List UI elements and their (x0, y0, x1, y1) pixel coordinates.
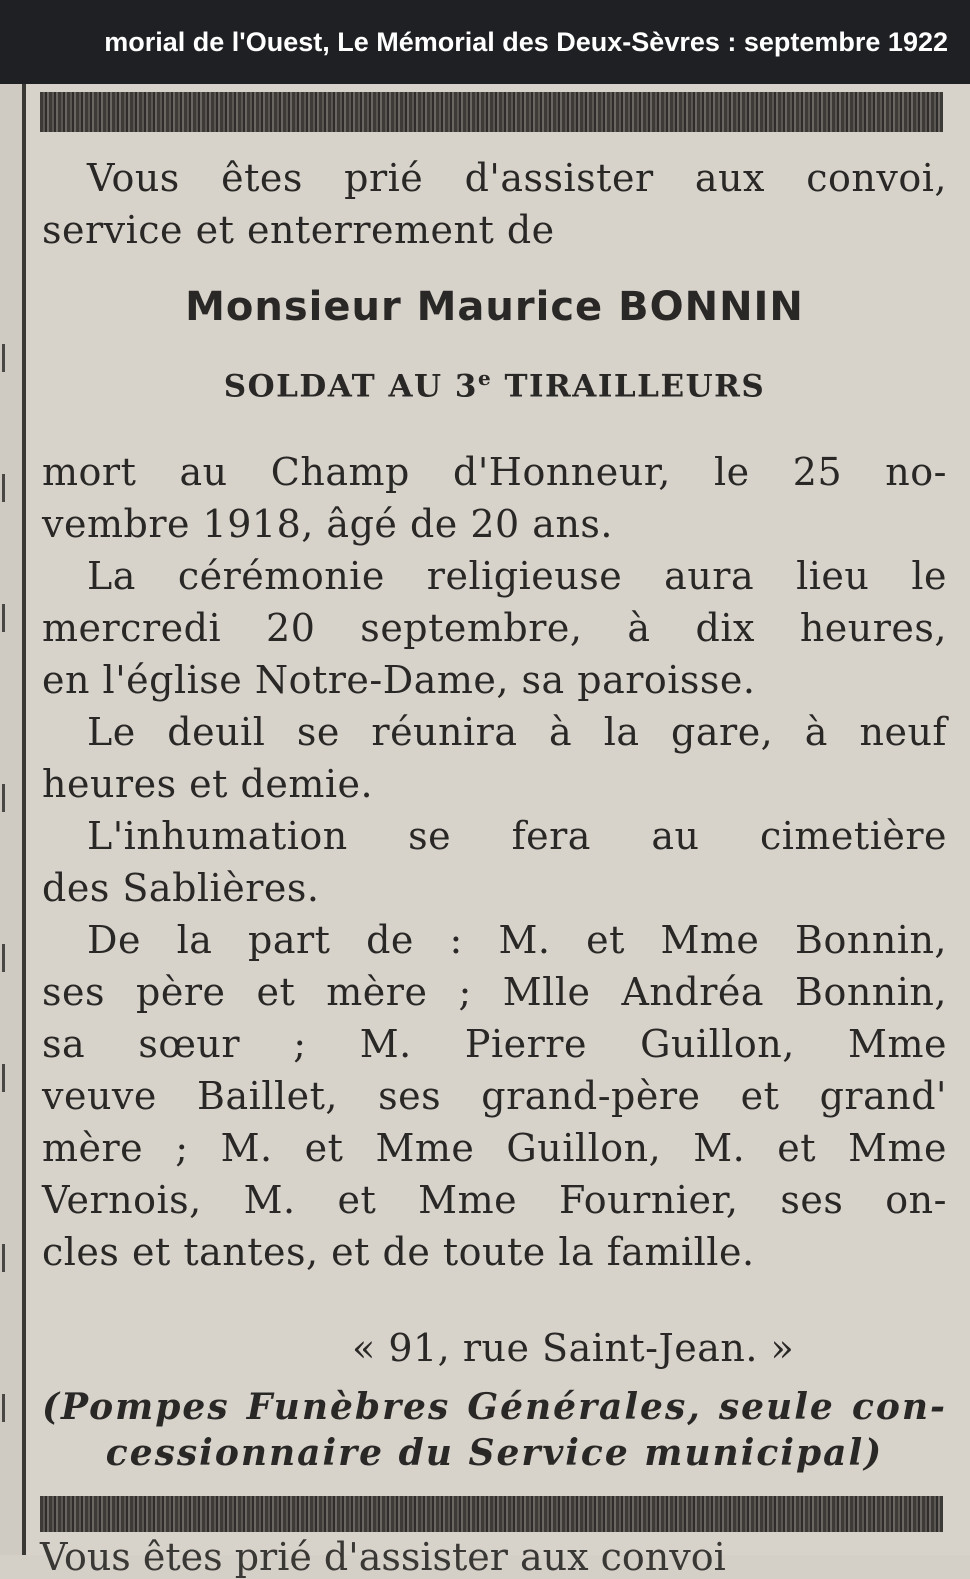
window-title-bar (0, 0, 970, 84)
body-line: ses père et mère ; Mlle Andréa Bonnin, (42, 970, 947, 1014)
adjacent-column-fragments (2, 84, 12, 1555)
address: « 91, rue Saint-Jean. » (352, 1326, 795, 1370)
body-line: L'inhumation se fera au cimetière (87, 814, 947, 858)
newspaper-scan (0, 84, 970, 1579)
body-line: La cérémonie religieuse aura lieu le (87, 554, 947, 598)
column-rule (22, 84, 26, 1555)
body-line: cles et tantes, et de toute la famille. (42, 1230, 755, 1274)
body-line: Le deuil se réunira à la gare, à neuf (87, 710, 947, 754)
body-line: veuve Baillet, ses grand-père et grand' (42, 1074, 947, 1118)
intro-line-2: service et enterrement de (42, 208, 555, 252)
page-title: morial de l'Ouest, Le Mémorial des Deux-Sèvres : septembre 1922 (104, 27, 948, 57)
body-line: vembre 1918, âgé de 20 ans. (42, 502, 613, 546)
top-border-band (40, 92, 943, 132)
body-line: mort au Champ d'Honneur, le 25 no- (42, 450, 947, 494)
body-line: mère ; M. et Mme Guillon, M. et Mme (42, 1126, 947, 1170)
intro-block (42, 152, 947, 256)
body-line: heures et demie. (42, 762, 374, 806)
next-notice-fragment: Vous êtes prié d'assister aux convoi (40, 1535, 726, 1579)
body-line: Vernois, M. et Mme Fournier, ses on- (42, 1178, 947, 1222)
rank-suffix: TIRAILLEURS (492, 368, 766, 405)
undertaker-credit (42, 1384, 947, 1476)
body-line: en l'église Notre-Dame, sa paroisse. (42, 658, 756, 702)
body-line: des Sablières. (42, 866, 320, 910)
credit-line-2: cessionnaire du Service municipal) (105, 1432, 884, 1474)
credit-line-1: (Pompes Funèbres Générales, seule con- (42, 1386, 947, 1428)
body-line: sa sœur ; M. Pierre Guillon, Mme (42, 1022, 947, 1066)
body-block (42, 446, 947, 1278)
deceased-name: Monsieur Maurice BONNIN (185, 284, 804, 330)
intro-line-1: Vous êtes prié d'assister aux convoi, (87, 156, 947, 200)
body-line: De la part de : M. et Mme Bonnin, (87, 918, 947, 962)
body-line: mercredi 20 septembre, à dix heures, (42, 606, 947, 650)
military-rank (42, 366, 947, 404)
bottom-border-band (40, 1496, 943, 1532)
rank-superscript: e (477, 366, 493, 390)
rank-prefix: SOLDAT AU 3 (223, 368, 478, 405)
